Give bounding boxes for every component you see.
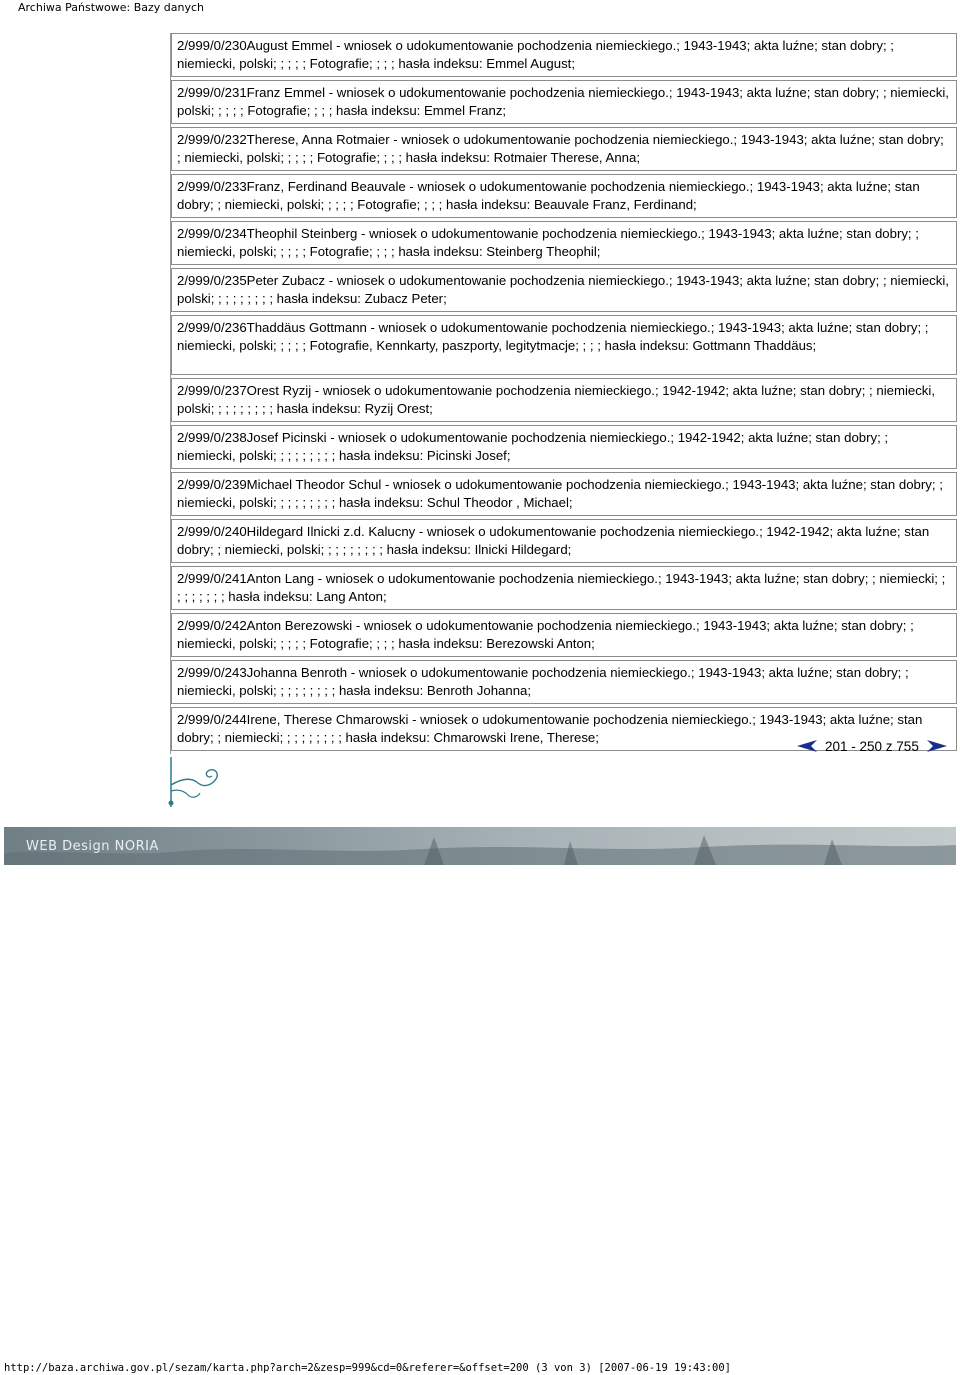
record-item[interactable]: 2/999/0/244Irene, Therese Chmarowski - wniosek o udokumentowanie pochodzenia niemieckiego.; 1943-1943; akta luźne; stan dobry; ; niemiecki; ; ; ; ; ; ; ; ; hasła indeksu: Chmarowski Irene, Therese; (171, 707, 957, 751)
record-item[interactable]: 2/999/0/232Therese, Anna Rotmaier - wniosek o udokumentowanie pochodzenia niemieckiego.; 1943-1943; akta luźne; stan dobry; ; niemiecki, polski; ; ; ; ; Fotografie; ; ; ; hasła indeksu: Rotmaier Therese, Anna; (171, 127, 957, 171)
record-item[interactable]: 2/999/0/242Anton Berezowski - wniosek o udokumentowanie pochodzenia niemieckiego.; 1943-1943; akta luźne; stan dobry; ; niemiecki, polski; ; ; ; ; Fotografie; ; ; ; hasła indeksu: Berezowski Anton; (171, 613, 957, 657)
record-item[interactable]: 2/999/0/234Theophil Steinberg - wniosek o udokumentowanie pochodzenia niemieckiego.; 1943-1943; akta luźne; stan dobry; ; niemiecki, polski; ; ; ; ; Fotografie; ; ; ; hasła indeksu: Steinberg Theophil; (171, 221, 957, 265)
record-item[interactable]: 2/999/0/237Orest Ryzij - wniosek o udokumentowanie pochodzenia niemieckiego.; 1942-1942; akta luźne; stan dobry; ; niemiecki, polski; ; ; ; ; ; ; ; ; hasła indeksu: Ryzij Orest; (171, 378, 957, 422)
record-item[interactable]: 2/999/0/231Franz Emmel - wniosek o udokumentowanie pochodzenia niemieckiego.; 1943-1943; akta luźne; stan dobry; ; niemiecki, polski; ; ; ; ; Fotografie; ; ; ; hasła indeksu: Emmel Franz; (171, 80, 957, 124)
record-item[interactable]: 2/999/0/236Thaddäus Gottmann - wniosek o udokumentowanie pochodzenia niemieckiego.; 1943-1943; akta luźne; stan dobry; ; niemiecki, polski; ; ; ; ; Fotografie, Kennkarty, paszporty, legitytmacje; ; ; ; hasła indeksu: Gottmann Thaddäus; (171, 315, 957, 375)
pagination (797, 737, 947, 755)
print-footer-url: http://baza.archiwa.gov.pl/sezam/karta.php?arch=2&zesp=999&cd=0&referer=&offset=200 (3 von 3) [2007-06-19 19:43:00] (4, 1362, 731, 1374)
record-item[interactable]: 2/999/0/230August Emmel - wniosek o udokumentowanie pochodzenia niemieckiego.; 1943-1943; akta luźne; stan dobry; ; niemiecki, polski; ; ; ; ; Fotografie; ; ; ; hasła indeksu: Emmel August; (171, 33, 957, 77)
prev-page-icon[interactable] (797, 740, 817, 752)
record-item[interactable]: 2/999/0/239Michael Theodor Schul - wniosek o udokumentowanie pochodzenia niemieckiego.; 1943-1943; akta luźne; stan dobry; ; niemiecki, polski; ; ; ; ; ; ; ; ; hasła indeksu: Schul Theodor , Michael; (171, 472, 957, 516)
record-item[interactable]: 2/999/0/233Franz, Ferdinand Beauvale - wniosek o udokumentowanie pochodzenia niemieckiego.; 1943-1943; akta luźne; stan dobry; ; niemiecki, polski; ; ; ; ; Fotografie; ; ; ; hasła indeksu: Beauvale Franz, Ferdinand; (171, 174, 957, 218)
record-item[interactable]: 2/999/0/238Josef Picinski - wniosek o udokumentowanie pochodzenia niemieckiego.; 1942-1942; akta luźne; stan dobry; ; niemiecki, polski; ; ; ; ; ; ; ; ; hasła indeksu: Picinski Josef; (171, 425, 957, 469)
ornament-icon (166, 755, 226, 810)
record-item[interactable]: 2/999/0/243Johanna Benroth - wniosek o udokumentowanie pochodzenia niemieckiego.; 1943-1943; akta luźne; stan dobry; ; niemiecki, polski; ; ; ; ; ; ; ; ; hasła indeksu: Benroth Johanna; (171, 660, 957, 704)
record-item[interactable]: 2/999/0/235Peter Zubacz - wniosek o udokumentowanie pochodzenia niemieckiego.; 1943-1943; akta luźne; stan dobry; ; niemiecki, polski; ; ; ; ; ; ; ; ; hasła indeksu: Zubacz Peter; (171, 268, 957, 312)
record-item[interactable]: 2/999/0/240Hildegard Ilnicki z.d. Kalucny - wniosek o udokumentowanie pochodzenia niemieckiego.; 1942-1942; akta luźne; stan dobry; ; niemiecki, polski; ; ; ; ; ; ; ; ; hasła indeksu: Ilnicki Hildegard; (171, 519, 957, 563)
print-header-title: Archiwa Państwowe: Bazy danych (18, 1, 204, 14)
next-page-icon[interactable] (927, 740, 947, 752)
banner-text: WEB Design NORIA (26, 839, 159, 854)
footer-banner (4, 827, 956, 865)
pagination-range: 201 - 250 z 755 (825, 738, 919, 754)
record-item[interactable]: 2/999/0/241Anton Lang - wniosek o udokumentowanie pochodzenia niemieckiego.; 1943-1943; akta luźne; stan dobry; ; niemiecki; ; ; ; ; ; ; ; ; hasła indeksu: Lang Anton; (171, 566, 957, 610)
results-list (170, 33, 957, 754)
